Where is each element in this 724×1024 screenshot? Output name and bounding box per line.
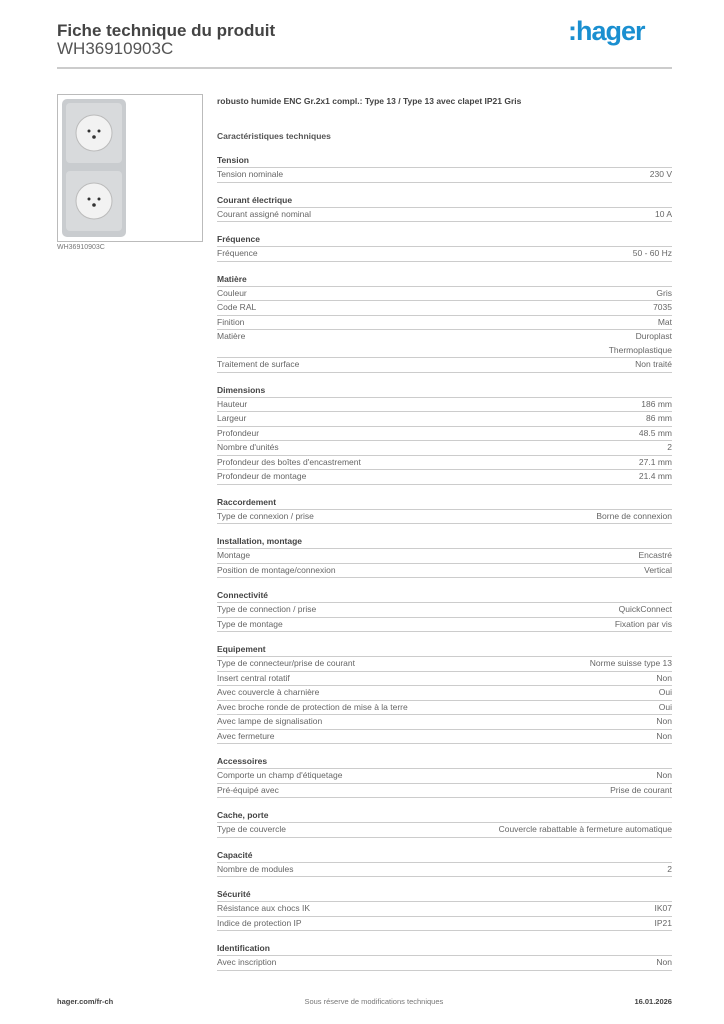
spec-row (217, 715, 672, 730)
spec-row (217, 902, 672, 917)
product-image (57, 94, 203, 242)
spec-label: Avec fermeture (217, 730, 275, 741)
spec-value: Duroplast Thermoplastique (608, 331, 672, 355)
spec-value: Norme suisse type 13 (589, 658, 672, 668)
group-title: Courant électrique (217, 193, 672, 208)
spec-value: 186 mm (641, 398, 672, 409)
spec-label: Profondeur des boîtes d'encastrement (217, 456, 361, 467)
spec-row (217, 316, 672, 331)
group-title: Matière (217, 272, 672, 287)
spec-row (217, 917, 672, 932)
group-title: Cache, porte (217, 808, 672, 823)
spec-label: Montage (217, 550, 251, 560)
spec-label: Pré-équipé avec (217, 784, 279, 795)
group-title: Identification (217, 941, 672, 956)
spec-row (217, 549, 672, 564)
spec-row (217, 412, 672, 427)
spec-value: Gris (656, 287, 672, 298)
spec-group (217, 808, 672, 838)
group-title: Equipement (217, 642, 672, 657)
spec-value: Oui (658, 687, 672, 697)
spec-group (217, 754, 672, 798)
spec-value: Couvercle rabattable à fermeture automatique (498, 824, 672, 834)
spec-row (217, 301, 672, 316)
spec-label: Position de montage/connexion (217, 564, 336, 575)
spec-label: Courant assigné nominal (217, 208, 312, 219)
spec-label: Type de connection / prise (217, 604, 317, 614)
group-title: Fréquence (217, 232, 672, 247)
spec-label: Résistance aux chocs IK (217, 903, 311, 913)
spec-row (217, 427, 672, 442)
spec-panel (217, 94, 672, 971)
spec-label: Nombre de modules (217, 863, 294, 874)
spec-label: Matière (217, 331, 246, 341)
spec-label: Avec broche ronde de protection de mise à la terre (217, 701, 408, 712)
spec-label: Fréquence (217, 248, 258, 258)
spec-value: Non (656, 672, 672, 683)
spec-group (217, 588, 672, 632)
spec-value: Oui (658, 701, 672, 712)
group-title: Installation, montage (217, 534, 672, 549)
spec-row (217, 956, 672, 971)
spec-value: 230 V (649, 169, 672, 179)
group-title: Sécurité (217, 887, 672, 902)
spec-label: Hauteur (217, 398, 248, 409)
spec-value: 50 - 60 Hz (632, 248, 672, 258)
spec-value: Fixation par vis (614, 618, 672, 629)
spec-row (217, 769, 672, 784)
section-title: Caractéristiques techniques (217, 131, 331, 141)
spec-row (217, 168, 672, 183)
page-title: Fiche technique du produit (57, 21, 276, 40)
hager-logo: :hager (568, 16, 645, 46)
spec-value: Non (656, 770, 672, 780)
spec-groups (217, 153, 672, 971)
footer-link[interactable]: hager.com/fr-ch (57, 997, 114, 1006)
spec-row (217, 603, 672, 618)
spec-value: Non (656, 957, 672, 967)
spec-label: Couleur (217, 287, 247, 298)
spec-group (217, 642, 672, 744)
spec-row (217, 672, 672, 687)
spec-label: Nombre d'unités (217, 442, 279, 452)
group-title: Capacité (217, 848, 672, 863)
spec-row (217, 510, 672, 525)
spec-row (217, 618, 672, 633)
header-divider (57, 67, 672, 69)
spec-row (217, 398, 672, 413)
spec-value: 27.1 mm (638, 456, 672, 467)
image-caption: WH36910903C (57, 244, 105, 251)
spec-row (217, 564, 672, 579)
spec-value: 2 (667, 442, 672, 452)
spec-row (217, 456, 672, 471)
group-title: Accessoires (217, 754, 672, 769)
group-title: Tension (217, 153, 672, 168)
spec-value: QuickConnect (618, 604, 672, 614)
spec-label: Type de montage (217, 618, 283, 629)
spec-row (217, 287, 672, 302)
spec-label: Type de couvercle (217, 824, 286, 834)
group-title: Dimensions (217, 383, 672, 398)
spec-value: 2 (667, 863, 672, 874)
spec-label: Code RAL (217, 302, 257, 312)
spec-row (217, 330, 672, 358)
spec-value: Non (656, 730, 672, 741)
footer (57, 997, 672, 1006)
spec-row (217, 784, 672, 799)
spec-row (217, 470, 672, 485)
product-code: WH36910903C (57, 39, 174, 58)
spec-label: Comporte un champ d'étiquetage (217, 770, 343, 780)
spec-label: Profondeur de montage (217, 471, 307, 481)
spec-value: Mat (657, 316, 672, 327)
spec-group (217, 941, 672, 971)
spec-row (217, 863, 672, 878)
spec-row (217, 657, 672, 672)
spec-label: Insert central rotatif (217, 672, 290, 683)
spec-group (217, 887, 672, 931)
spec-group (217, 232, 672, 262)
spec-label: Traitement de surface (217, 359, 300, 369)
spec-label: Indice de protection IP (217, 917, 302, 928)
spec-label: Profondeur (217, 427, 260, 438)
spec-label: Type de connecteur/prise de courant (217, 658, 355, 668)
spec-group (217, 153, 672, 183)
spec-row (217, 686, 672, 701)
spec-label: Type de connexion / prise (217, 510, 314, 521)
spec-value: 10 A (654, 208, 672, 219)
spec-label: Avec inscription (217, 957, 277, 967)
spec-value: 21.4 mm (638, 471, 672, 481)
spec-value: Non (656, 716, 672, 726)
spec-value: IK07 (654, 903, 672, 913)
spec-label: Tension nominale (217, 169, 284, 179)
spec-value: IP21 (654, 917, 672, 928)
spec-group (217, 383, 672, 485)
product-description: robusto humide ENC Gr.2x1 compl.: Type 13 / Type 13 avec clapet IP21 Gris (217, 96, 522, 106)
footer-date: 16.01.2026 (634, 997, 672, 1006)
spec-row (217, 730, 672, 745)
spec-value: 86 mm (646, 413, 672, 423)
spec-row (217, 208, 672, 223)
spec-row (217, 441, 672, 456)
spec-group (217, 193, 672, 223)
spec-group (217, 534, 672, 578)
spec-group (217, 495, 672, 525)
spec-group (217, 272, 672, 373)
spec-value: Vertical (644, 564, 672, 575)
spec-label: Largeur (217, 413, 247, 423)
spec-value: Borne de connexion (596, 510, 672, 521)
spec-value: 7035 (653, 302, 672, 312)
spec-row (217, 358, 672, 373)
footer-note: Sous réserve de modifications techniques (304, 997, 444, 1006)
group-title: Raccordement (217, 495, 672, 510)
spec-label: Finition (217, 316, 245, 327)
spec-value: Prise de courant (610, 784, 672, 795)
group-title: Connectivité (217, 588, 672, 603)
spec-label: Avec couvercle à charnière (217, 687, 320, 697)
spec-value: Encastré (638, 550, 672, 560)
spec-value: Non traité (635, 359, 672, 369)
spec-row (217, 823, 672, 838)
spec-label: Avec lampe de signalisation (217, 716, 323, 726)
spec-value: 48.5 mm (638, 427, 672, 438)
spec-group (217, 848, 672, 878)
spec-row (217, 247, 672, 262)
spec-row (217, 701, 672, 716)
